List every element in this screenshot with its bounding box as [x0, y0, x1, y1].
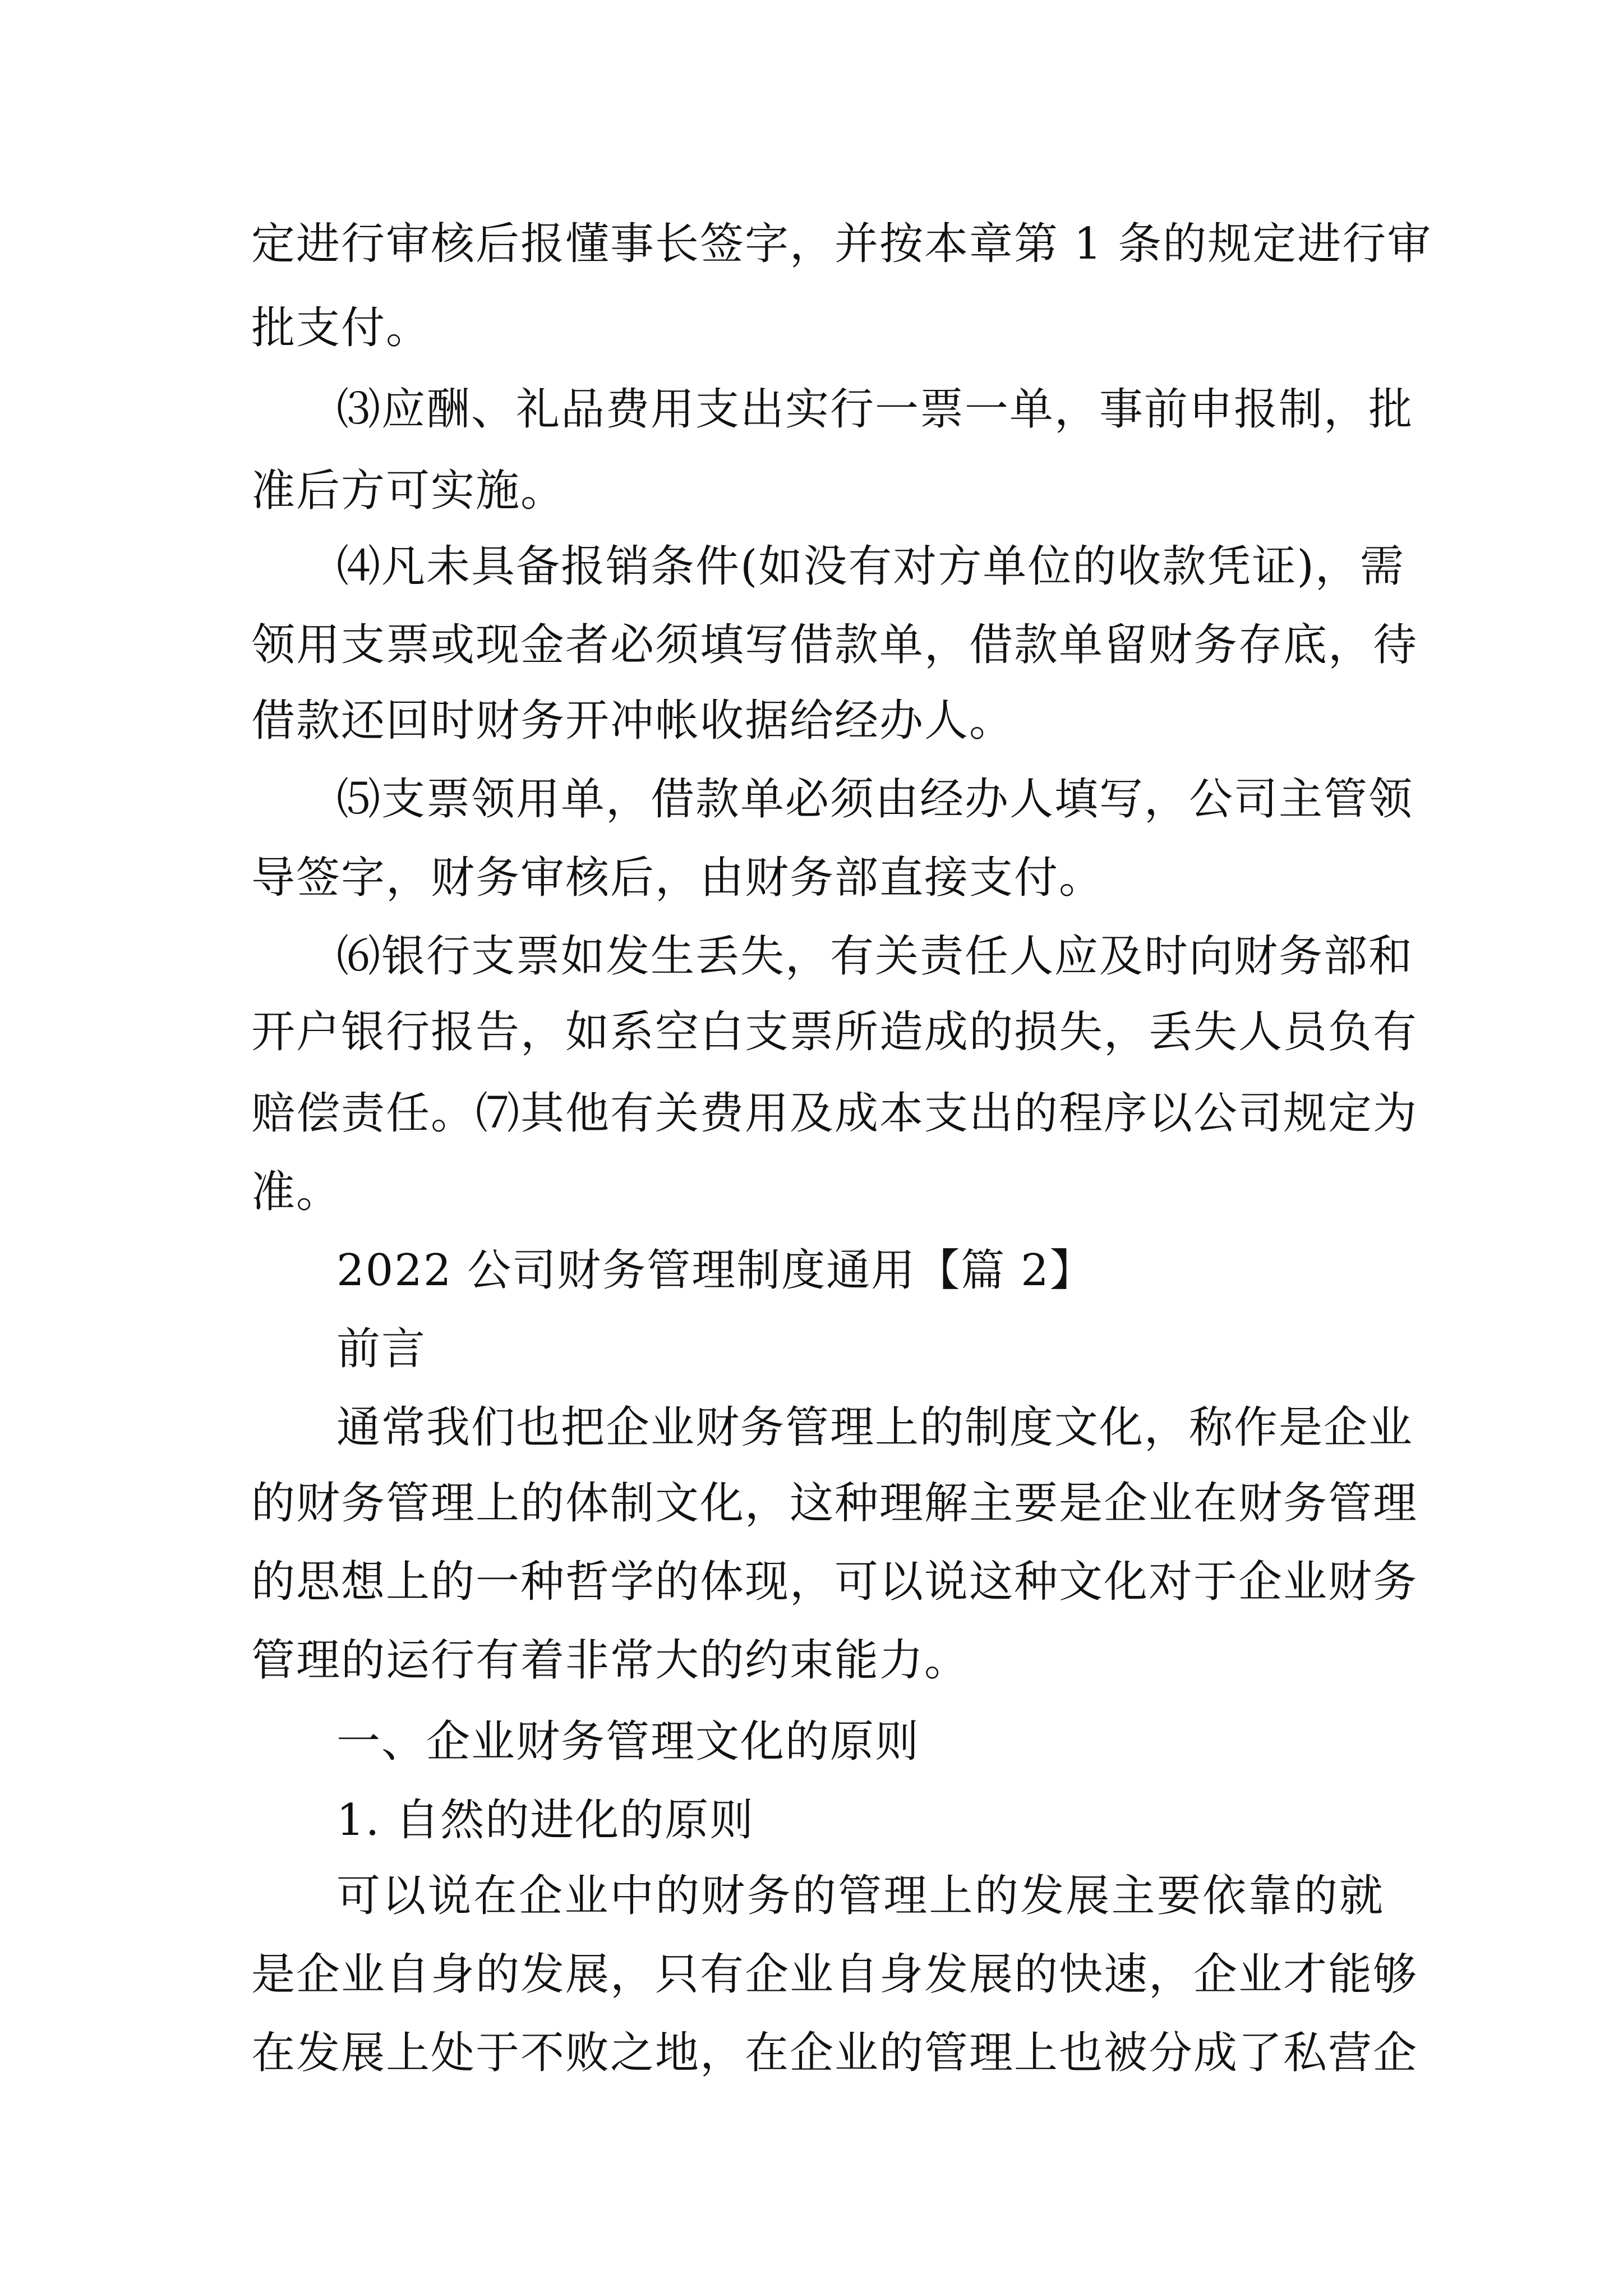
text-line: ⑹银行支票如发生丢失，有关责任人应及时向财务部和 — [336, 931, 1414, 982]
text-line: 借款还回时财务开冲帐收据给经办人。 — [251, 696, 1015, 746]
text-line: 通常我们也把企业财务管理上的制度文化，称作是企业 — [336, 1402, 1414, 1453]
text-line: 是企业自身的发展，只有企业自身发展的快速，企业才能够 — [251, 1949, 1418, 2000]
text-line: ⑷凡未具备报销条件(如没有对方单位的收款凭证)，需 — [336, 541, 1405, 592]
text-line: 开户银行报告，如系空白支票所造成的损失，丢失人员负有 — [251, 1007, 1418, 1057]
text-line: 在发展上处于不败之地，在企业的管理上也被分成了私营企 — [251, 2028, 1418, 2078]
text-line: 准后方可实施。 — [251, 466, 566, 516]
section-heading: 2022 公司财务管理制度通用【篇 2】 — [336, 1245, 1095, 1296]
text-line: 可以说在企业中的财务的管理上的发展主要依靠的就 — [336, 1871, 1384, 1921]
text-line: 管理的运行有着非常大的约束能力。 — [251, 1635, 970, 1686]
text-line: 批支付。 — [251, 303, 431, 353]
text-line: 准。 — [251, 1167, 342, 1217]
text-line: 的财务管理上的体制文化，这种理解主要是企业在财务管理 — [251, 1478, 1418, 1529]
text-line: 导签字，财务审核后，由财务部直接支付。 — [251, 853, 1104, 903]
subheading: 1. 自然的进化的原则 — [336, 1795, 755, 1846]
text-line: 领用支票或现金者必须填写借款单，借款单留财务存底，待 — [251, 620, 1418, 670]
subheading: 一、企业财务管理文化的原则 — [336, 1717, 920, 1767]
text-line: 定进行审核后报懂事长签字，并按本章第 1 条的规定进行审 — [251, 219, 1432, 269]
text-line: 赔偿责任。⑺其他有关费用及成本支出的程序以公司规定为 — [251, 1088, 1418, 1139]
text-line: ⑸支票领用单，借款单必须由经办人填写，公司主管领 — [336, 774, 1414, 825]
text-line: 的思想上的一种哲学的体现，可以说这种文化对于企业财务 — [251, 1557, 1418, 1607]
text-line: ⑶应酬、礼品费用支出实行一票一单，事前申报制，批 — [336, 384, 1414, 435]
subheading: 前言 — [336, 1324, 427, 1374]
